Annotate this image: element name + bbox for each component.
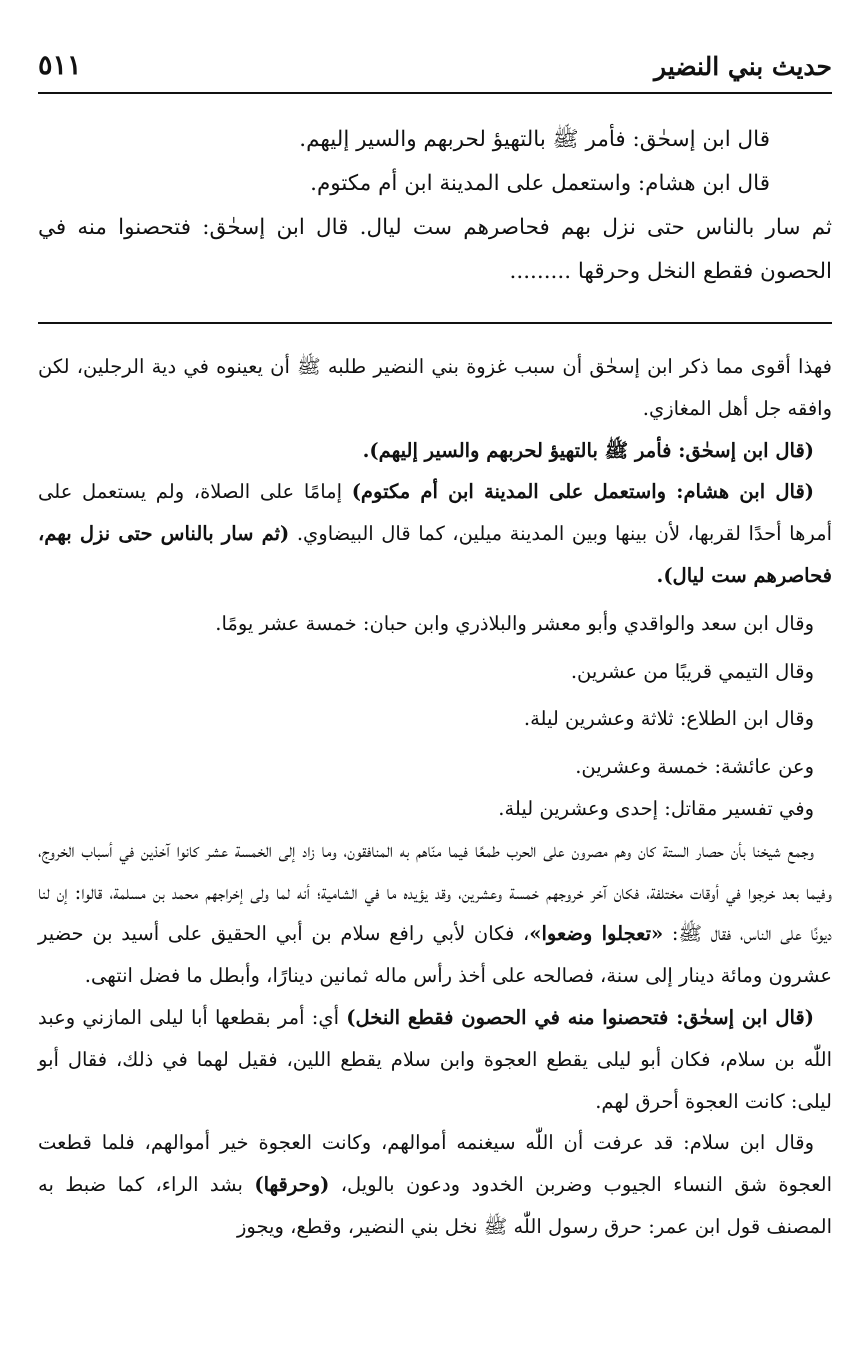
paragraph-text: وجمع شيخنا بأن حصار الستة كان وهم مصرون على الحرب طمعًا فيما منّاهم به المنافقون، وما زاد إلى الخمسة عشر كانوا آخذين في أسباب الخروج، وفيما بعد خرجوا في أوقات مختلفة، فكان آخر خروجهم خمسة وعشرين، وقد يؤيده ما في الشامية؛ أنه لما ولى إخراجهم محمد بن مسلمة، قالوا: إن لنا ديونًا على الناس، فقال ﷺ: xyxy=(38,838,832,946)
paragraph-text: أي: أمر بقطعها أبا ليلى المازني وعبد اللّٰه بن سلام، فكان أبو ليلى يقطع العجوة وابن سلام يقطع اللين، فقيل لهما في ذلك، فقال أبو ليلى: كانت العجوة أحرق لهم. xyxy=(38,1005,832,1113)
quoted-hadith: «تعجلوا وضعوا» xyxy=(529,922,664,946)
commentary-paragraph-5 xyxy=(38,997,832,1122)
commentary-text xyxy=(38,346,832,1248)
paragraph-text: إمامًا على الصلاة، ولم يستعمل على أمرها أحدًا لقربها، لأن بينها وبين المدينة ميلين، كما قال البيضاوي. xyxy=(38,480,832,546)
opinion-item: وقال ابن سعد والواقدي وأبو معشر والبلاذري وابن حبان: خمسة عشر يومًا. xyxy=(215,611,814,635)
commentary-paragraph-1: فهذا أقوى مما ذكر ابن إسحٰق أن سبب غزوة بني النضير طلبه ﷺ أن يعينوه في دية الرجلين، لكن وافقه جل أهل المغازي. xyxy=(38,355,832,420)
separator-line xyxy=(38,322,832,324)
paragraph-text: بشد الراء، كما ضبط به المصنف قول ابن عمر: حرق رسول اللّٰه ﷺ نخل بني النضير، وقطع، ويجوز xyxy=(38,1173,832,1238)
quoted-matn: (ثم سار بالناس حتى نزل بهم، فحاصرهم ست ليال). xyxy=(38,522,832,587)
paragraph-text: وقال ابن سلام: قد عرفت أن اللّٰه سيغنمه أموالهم، وكانت العجوة خير أموالهم، فلما قطعت العجوة شق النساء الجيوب وضربن الخدود ودعون بالويل، xyxy=(38,1131,832,1197)
page-header xyxy=(38,44,832,94)
main-text xyxy=(38,118,832,294)
matn-line-2: قال ابن هشام: واستعمل على المدينة ابن أم مكتوم. xyxy=(310,171,770,196)
quoted-matn: (قال ابن هشام: واستعمل على المدينة ابن أم مكتوم) xyxy=(351,480,815,504)
opinion-item: وعن عائشة: خمسة وعشرين. xyxy=(575,755,814,779)
matn-line-3: ثم سار بالناس حتى نزل بهم فحاصرهم ست ليال. قال ابن إسحٰق: فتحصنوا منه في الحصون فقطع النخل وحرقها ......... xyxy=(38,215,832,284)
page-number: ٥١١ xyxy=(38,50,82,81)
commentary-paragraph-2 xyxy=(38,430,832,472)
commentary-paragraph-6 xyxy=(38,1122,832,1247)
quoted-matn: (وحرقها) xyxy=(254,1173,330,1197)
quoted-matn: (قال ابن إسحٰق: فتحصنوا منه في الحصون فقطع النخل) xyxy=(346,1005,814,1029)
matn-line-1: قال ابن إسحٰق: فأمر ﷺ بالتهيؤ لحربهم والسير إليهم. xyxy=(299,127,770,152)
paragraph-text: ، فكان لأبي رافع سلام بن أبي الحقيق على أسيد بن حضير عشرون ومائة دينار إلى سنة، فصالحه على أخذ رأس ماله ثمانين دينارًا، وأبطل ما فضل انتهى. xyxy=(38,922,832,988)
commentary-paragraph-3 xyxy=(38,471,832,596)
opinion-item: وفي تفسير مقاتل: إحدى وعشرين ليلة. xyxy=(498,796,814,820)
commentary-paragraph-4 xyxy=(38,830,832,997)
chapter-title: حديث بني النضير xyxy=(654,52,832,81)
opinion-item: وقال ابن الطلاع: ثلاثة وعشرين ليلة. xyxy=(523,707,814,731)
opinion-item: وقال التيمي قريبًا من عشرين. xyxy=(570,659,814,683)
quoted-matn: (قال ابن إسحٰق: فأمر ﷺ بالتهيؤ لحربهم والسير إليهم). xyxy=(362,438,814,462)
